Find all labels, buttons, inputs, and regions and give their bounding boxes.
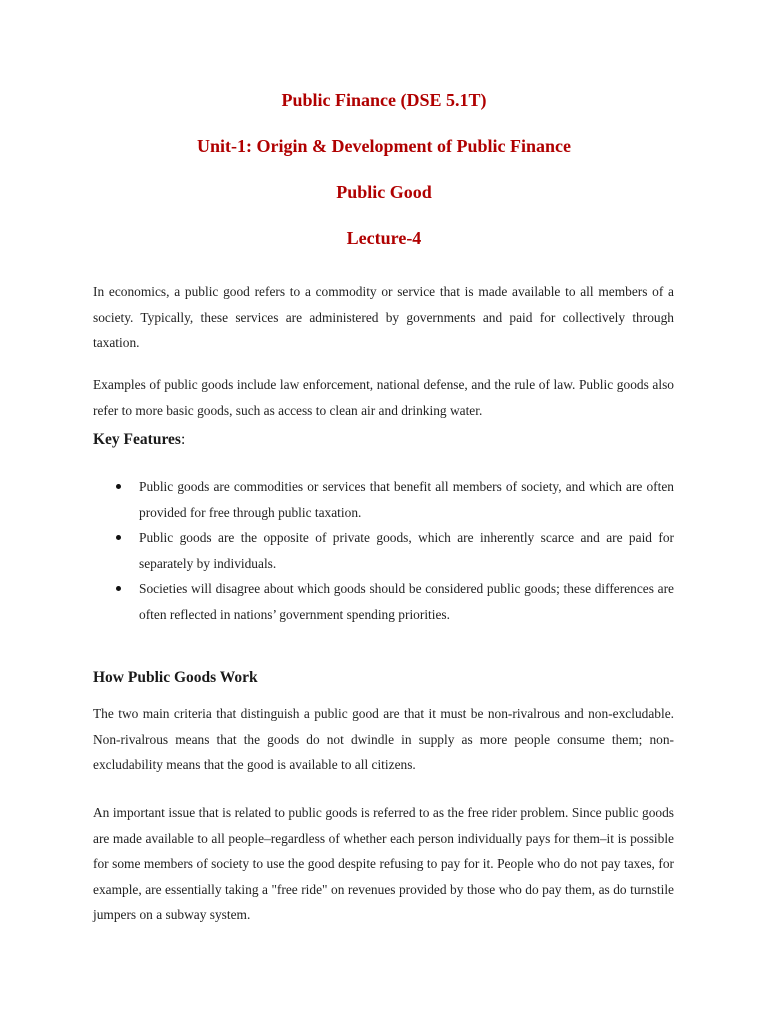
list-item bbox=[93, 474, 674, 525]
criteria-paragraph: The two main criteria that distinguish a public good are that it must be non-rivalrous and non-excludable. Non-rivalrous means that the goods do not dwindle in supply as more people consume them; non-excludability means that the good is available to all citizens. bbox=[93, 706, 674, 773]
free-rider-paragraph: An important issue that is related to public goods is referred to as the free rider problem. Since public goods are made available to all people–regardless of whether each person individually pays for them–it is possible for some members of society to use the good despite refusing to pay for it. People who do not pay taxes, for example, are essentially taking a "free ride" on revenues provided by those who do pay them, as do turnstile jumpers on a subway system. bbox=[93, 805, 674, 923]
topic-heading: Public Good bbox=[336, 182, 432, 202]
unit-heading: Unit-1: Origin & Development of Public Finance bbox=[197, 136, 571, 156]
key-features-heading bbox=[93, 430, 185, 450]
bullet-icon bbox=[116, 586, 121, 591]
list-item-text: Societies will disagree about which goods should be considered public goods; these differences are often reflected in nations’ government spending priorities. bbox=[139, 581, 674, 622]
list-item bbox=[93, 525, 674, 576]
how-public-goods-work-heading: How Public Goods Work bbox=[93, 669, 258, 686]
key-features-colon: : bbox=[180, 431, 186, 448]
list-item bbox=[93, 576, 674, 627]
intro-paragraph: In economics, a public good refers to a commodity or service that is made available to all members of a society. Typically, these services are administered by governments and paid for collectively through taxation. bbox=[93, 284, 674, 351]
bullet-icon bbox=[116, 484, 121, 489]
document-title: Public Finance (DSE 5.1T) bbox=[281, 90, 487, 110]
list-item-text: Public goods are commodities or services that benefit all members of society, and which are often provided for free through public taxation. bbox=[139, 479, 674, 520]
key-features-list bbox=[93, 474, 674, 627]
bullet-icon bbox=[116, 535, 121, 540]
list-item-text: Public goods are the opposite of private goods, which are inherently scarce and are paid for separately by individuals. bbox=[139, 530, 674, 571]
key-features-heading-text: Key Features bbox=[93, 431, 181, 448]
lecture-heading: Lecture-4 bbox=[346, 228, 422, 248]
examples-paragraph: Examples of public goods include law enforcement, national defense, and the rule of law. Public goods also refer to more basic goods, such as access to clean air and drinking water. bbox=[93, 377, 674, 418]
